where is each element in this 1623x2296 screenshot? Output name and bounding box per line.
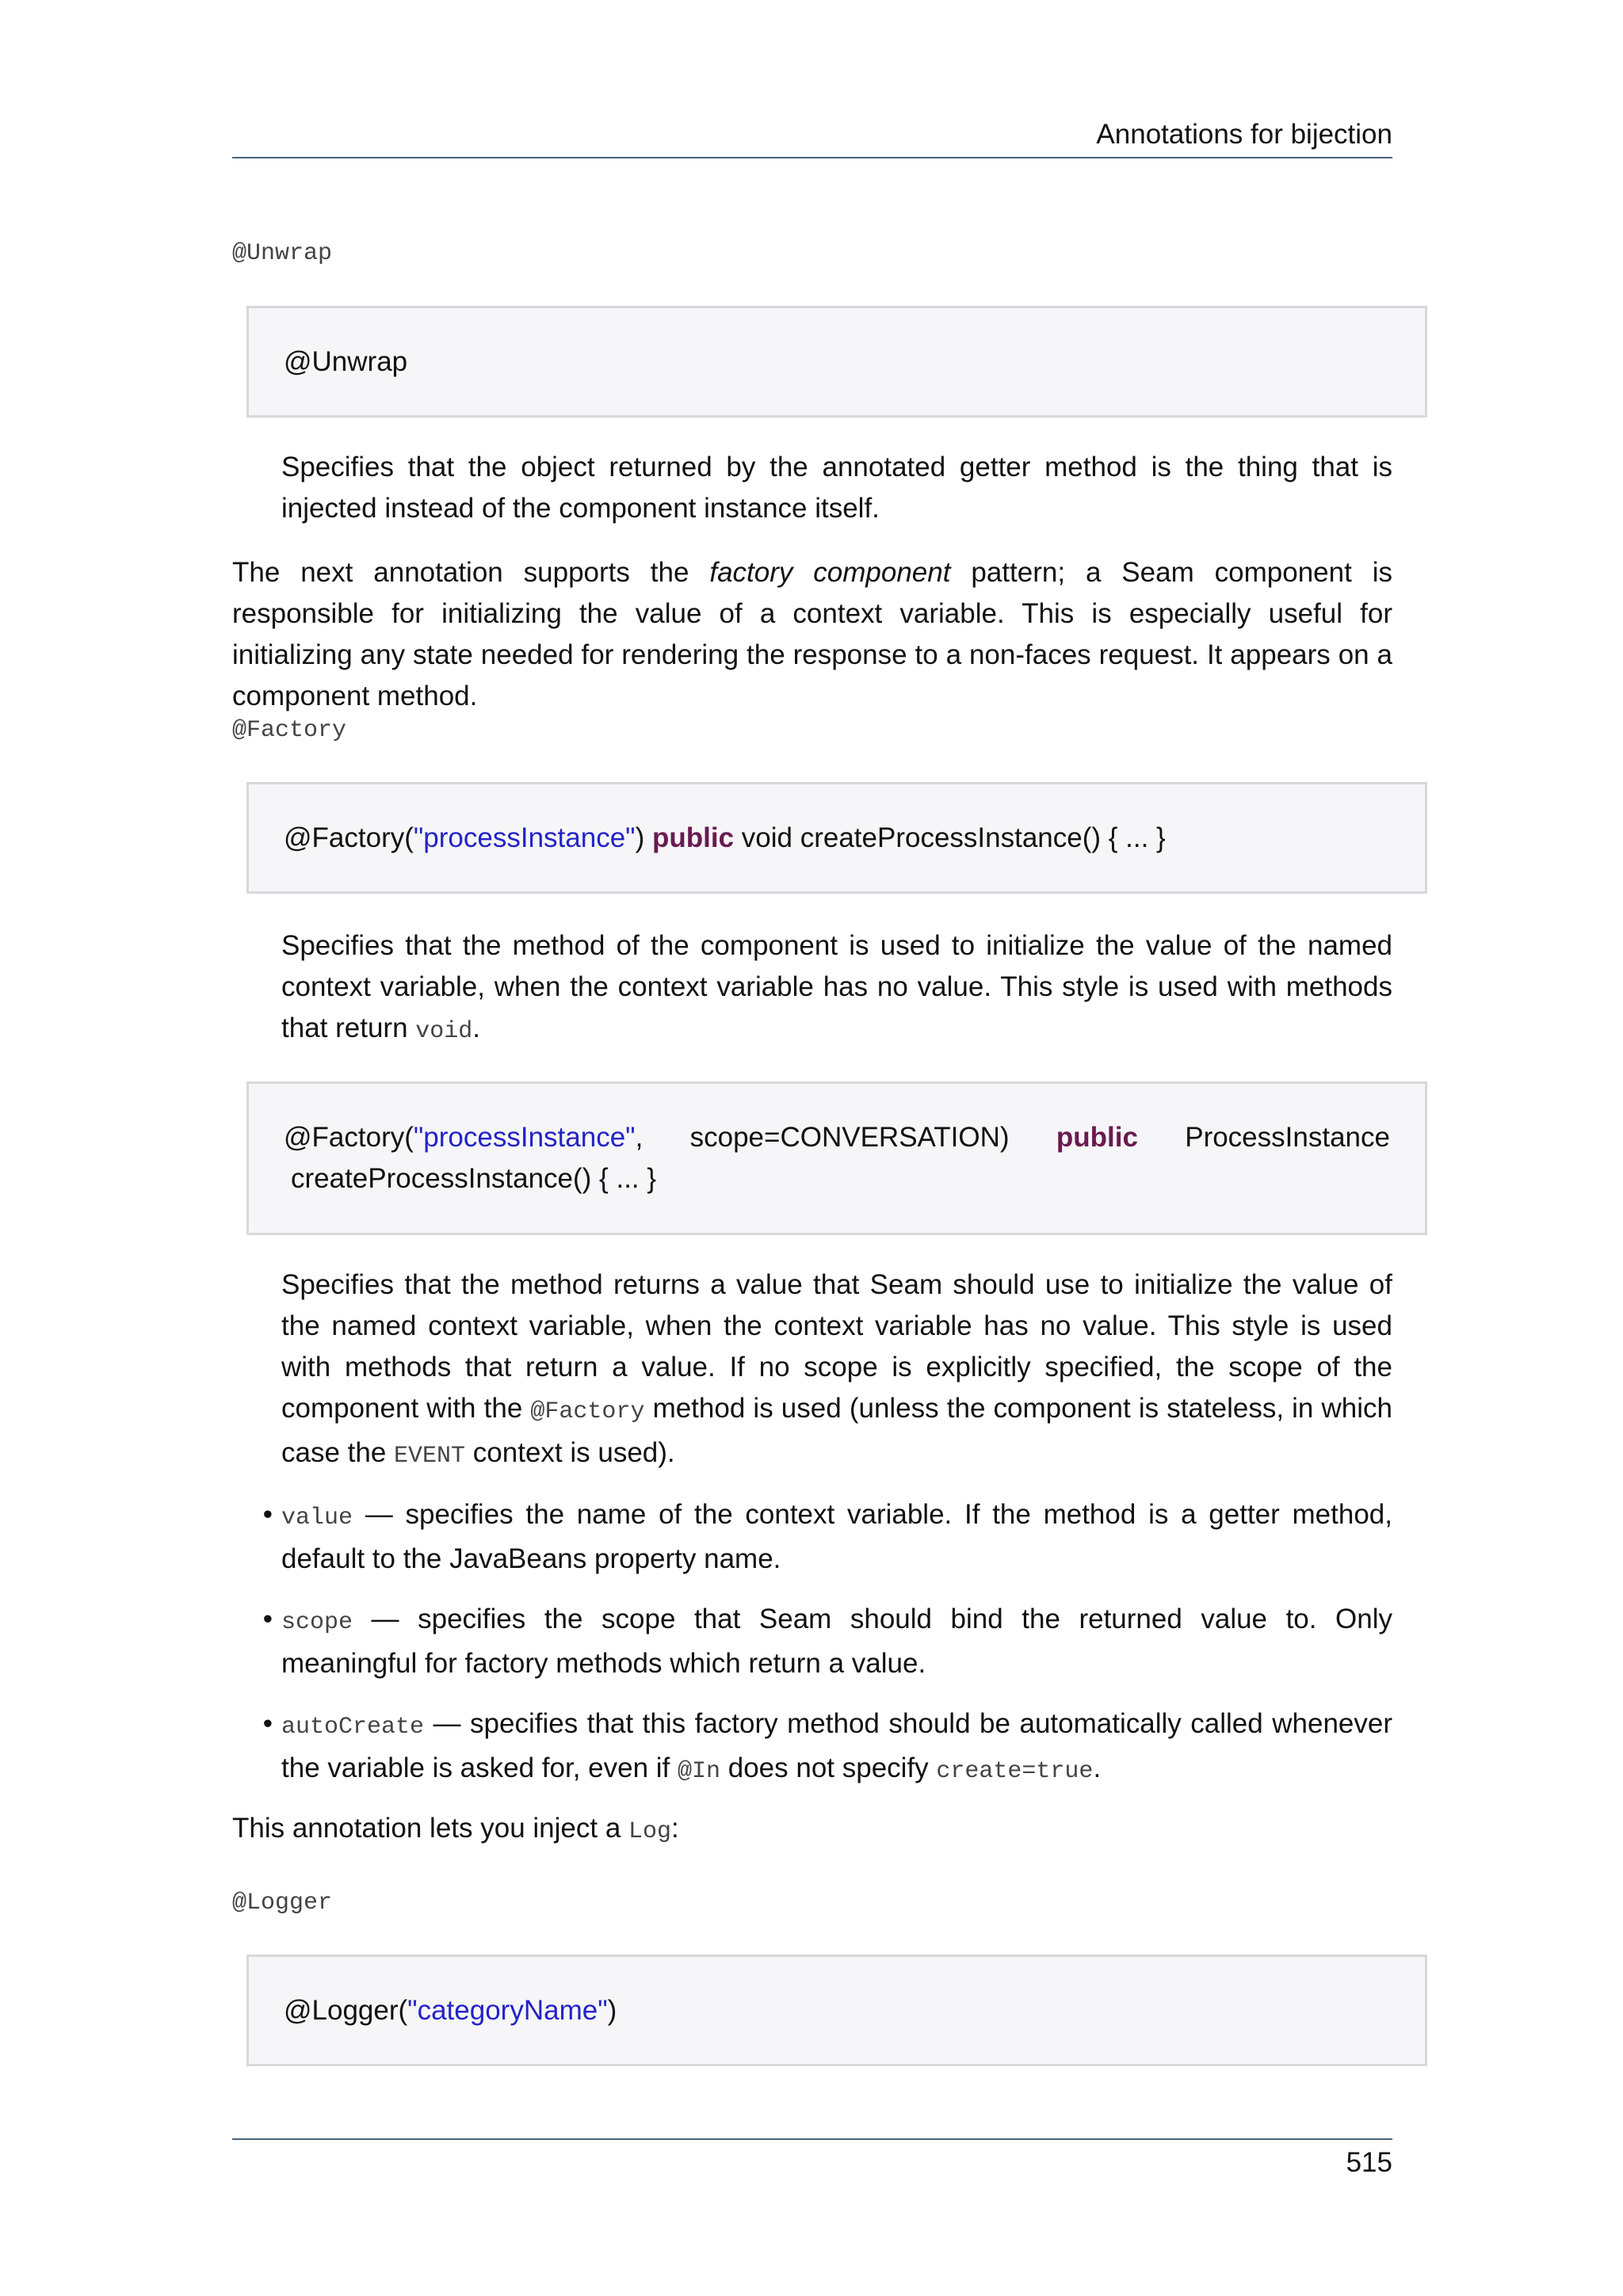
factory-intro-emphasis: factory component bbox=[709, 557, 951, 588]
unwrap-code-box bbox=[246, 306, 1427, 418]
bullet-text: . bbox=[1093, 1753, 1102, 1783]
code-text: ProcessInstance bbox=[1185, 1122, 1390, 1153]
bullet-dot: • bbox=[262, 1499, 273, 1530]
factory-description-1 bbox=[281, 925, 1392, 1052]
bullet-item-scope bbox=[262, 1599, 1392, 1684]
code-text: @Logger( bbox=[284, 1995, 408, 2026]
factory-desc1-text: Specifies that the method of the component is used to initialize the value of the named context variable, when the context variable has no value. This style is used with methods that return bbox=[281, 930, 1392, 1043]
logger-code-box bbox=[246, 1955, 1427, 2066]
logger-intro-paragraph bbox=[232, 1808, 1392, 1852]
bullet-item-autocreate bbox=[262, 1703, 1392, 1792]
bullet-dot: • bbox=[262, 1708, 273, 1739]
bullet-item-value bbox=[262, 1494, 1392, 1580]
factory-description-2 bbox=[281, 1264, 1392, 1477]
factory-intro-text: The next annotation supports the bbox=[232, 557, 710, 588]
bullet-text: — specifies the scope that Seam should bind the returned value to. Only meaningful for factory methods which return a value. bbox=[281, 1604, 1392, 1679]
logger-term: @Logger bbox=[232, 1890, 333, 1917]
code-segment bbox=[284, 1117, 643, 1158]
header-title: Annotations for bijection bbox=[1096, 119, 1392, 150]
unwrap-term: @Unwrap bbox=[232, 240, 333, 267]
bullet-code: @In bbox=[678, 1758, 721, 1785]
code-string: "processInstance" bbox=[413, 1122, 636, 1153]
running-footer bbox=[232, 2138, 1392, 2181]
code-keyword: public bbox=[651, 822, 735, 853]
code-text: , bbox=[635, 1122, 643, 1153]
unwrap-code: @Unwrap bbox=[284, 346, 408, 377]
running-header bbox=[232, 116, 1392, 158]
bullet-code: scope bbox=[281, 1609, 353, 1636]
factory-code-box-1 bbox=[246, 782, 1427, 894]
factory-desc2-code: @Factory bbox=[530, 1398, 645, 1425]
factory-intro-text-end: pattern; a Seam component is responsible for initializing the value of a context variable. This is especially useful for initializing any state needed for rendering the response to a non-faces request. It appears on a component method. bbox=[232, 557, 1392, 711]
factory-desc2-code: EVENT bbox=[394, 1443, 466, 1470]
code-line-1 bbox=[284, 1117, 1390, 1158]
bullet-text: does not specify bbox=[720, 1753, 937, 1783]
code-text: @Factory( bbox=[284, 1122, 414, 1153]
logger-intro-text: This annotation lets you inject a bbox=[232, 1813, 629, 1844]
code-text: void createProcessInstance() { ... } bbox=[734, 822, 1166, 853]
unwrap-description: Specifies that the object returned by the annotated getter method is the thing that is injected instead of the component instance itself. bbox=[281, 452, 1392, 524]
bullet-text: — specifies the name of the context variable. If the method is a getter method, default to the JavaBeans property name. bbox=[281, 1499, 1392, 1574]
page-number: 515 bbox=[1346, 2147, 1392, 2178]
factory-intro-paragraph bbox=[232, 552, 1392, 717]
code-line-2: createProcessInstance() { ... } bbox=[291, 1163, 657, 1194]
factory-desc2-text: context is used). bbox=[465, 1437, 675, 1468]
code-string: "categoryName" bbox=[407, 1995, 608, 2026]
logger-intro-end: : bbox=[671, 1813, 679, 1844]
code-text: ) bbox=[635, 822, 652, 853]
code-keyword: public bbox=[1056, 1122, 1138, 1153]
factory-desc1-code: void bbox=[415, 1018, 473, 1045]
factory-desc1-end: . bbox=[472, 1013, 481, 1043]
logger-intro-code: Log bbox=[628, 1818, 672, 1845]
code-text: ) bbox=[607, 1995, 617, 2026]
factory-code-box-2 bbox=[246, 1081, 1427, 1235]
code-string: "processInstance" bbox=[413, 822, 636, 853]
factory-desc2-text: method is used (unless the component is stateless, in which case the bbox=[281, 1393, 1392, 1468]
code-text: scope=CONVERSATION) bbox=[689, 1122, 1010, 1153]
bullet-text: — specifies that this factory method should be automatically called whenever the variable is asked for, even if bbox=[281, 1708, 1392, 1783]
factory-term: @Factory bbox=[232, 717, 347, 744]
bullet-dot: • bbox=[262, 1604, 273, 1634]
bullet-code: value bbox=[281, 1505, 353, 1531]
factory-desc2-text: Specifies that the method returns a value that Seam should use to initialize the value of the named context variable, when the context variable has no value. This style is used with methods that return a value. If no scope is explicitly specified, the scope of the component with the bbox=[281, 1269, 1392, 1424]
code-text: @Factory( bbox=[284, 822, 414, 853]
bullet-code: autoCreate bbox=[281, 1714, 425, 1741]
bullet-code: create=true bbox=[936, 1758, 1094, 1785]
